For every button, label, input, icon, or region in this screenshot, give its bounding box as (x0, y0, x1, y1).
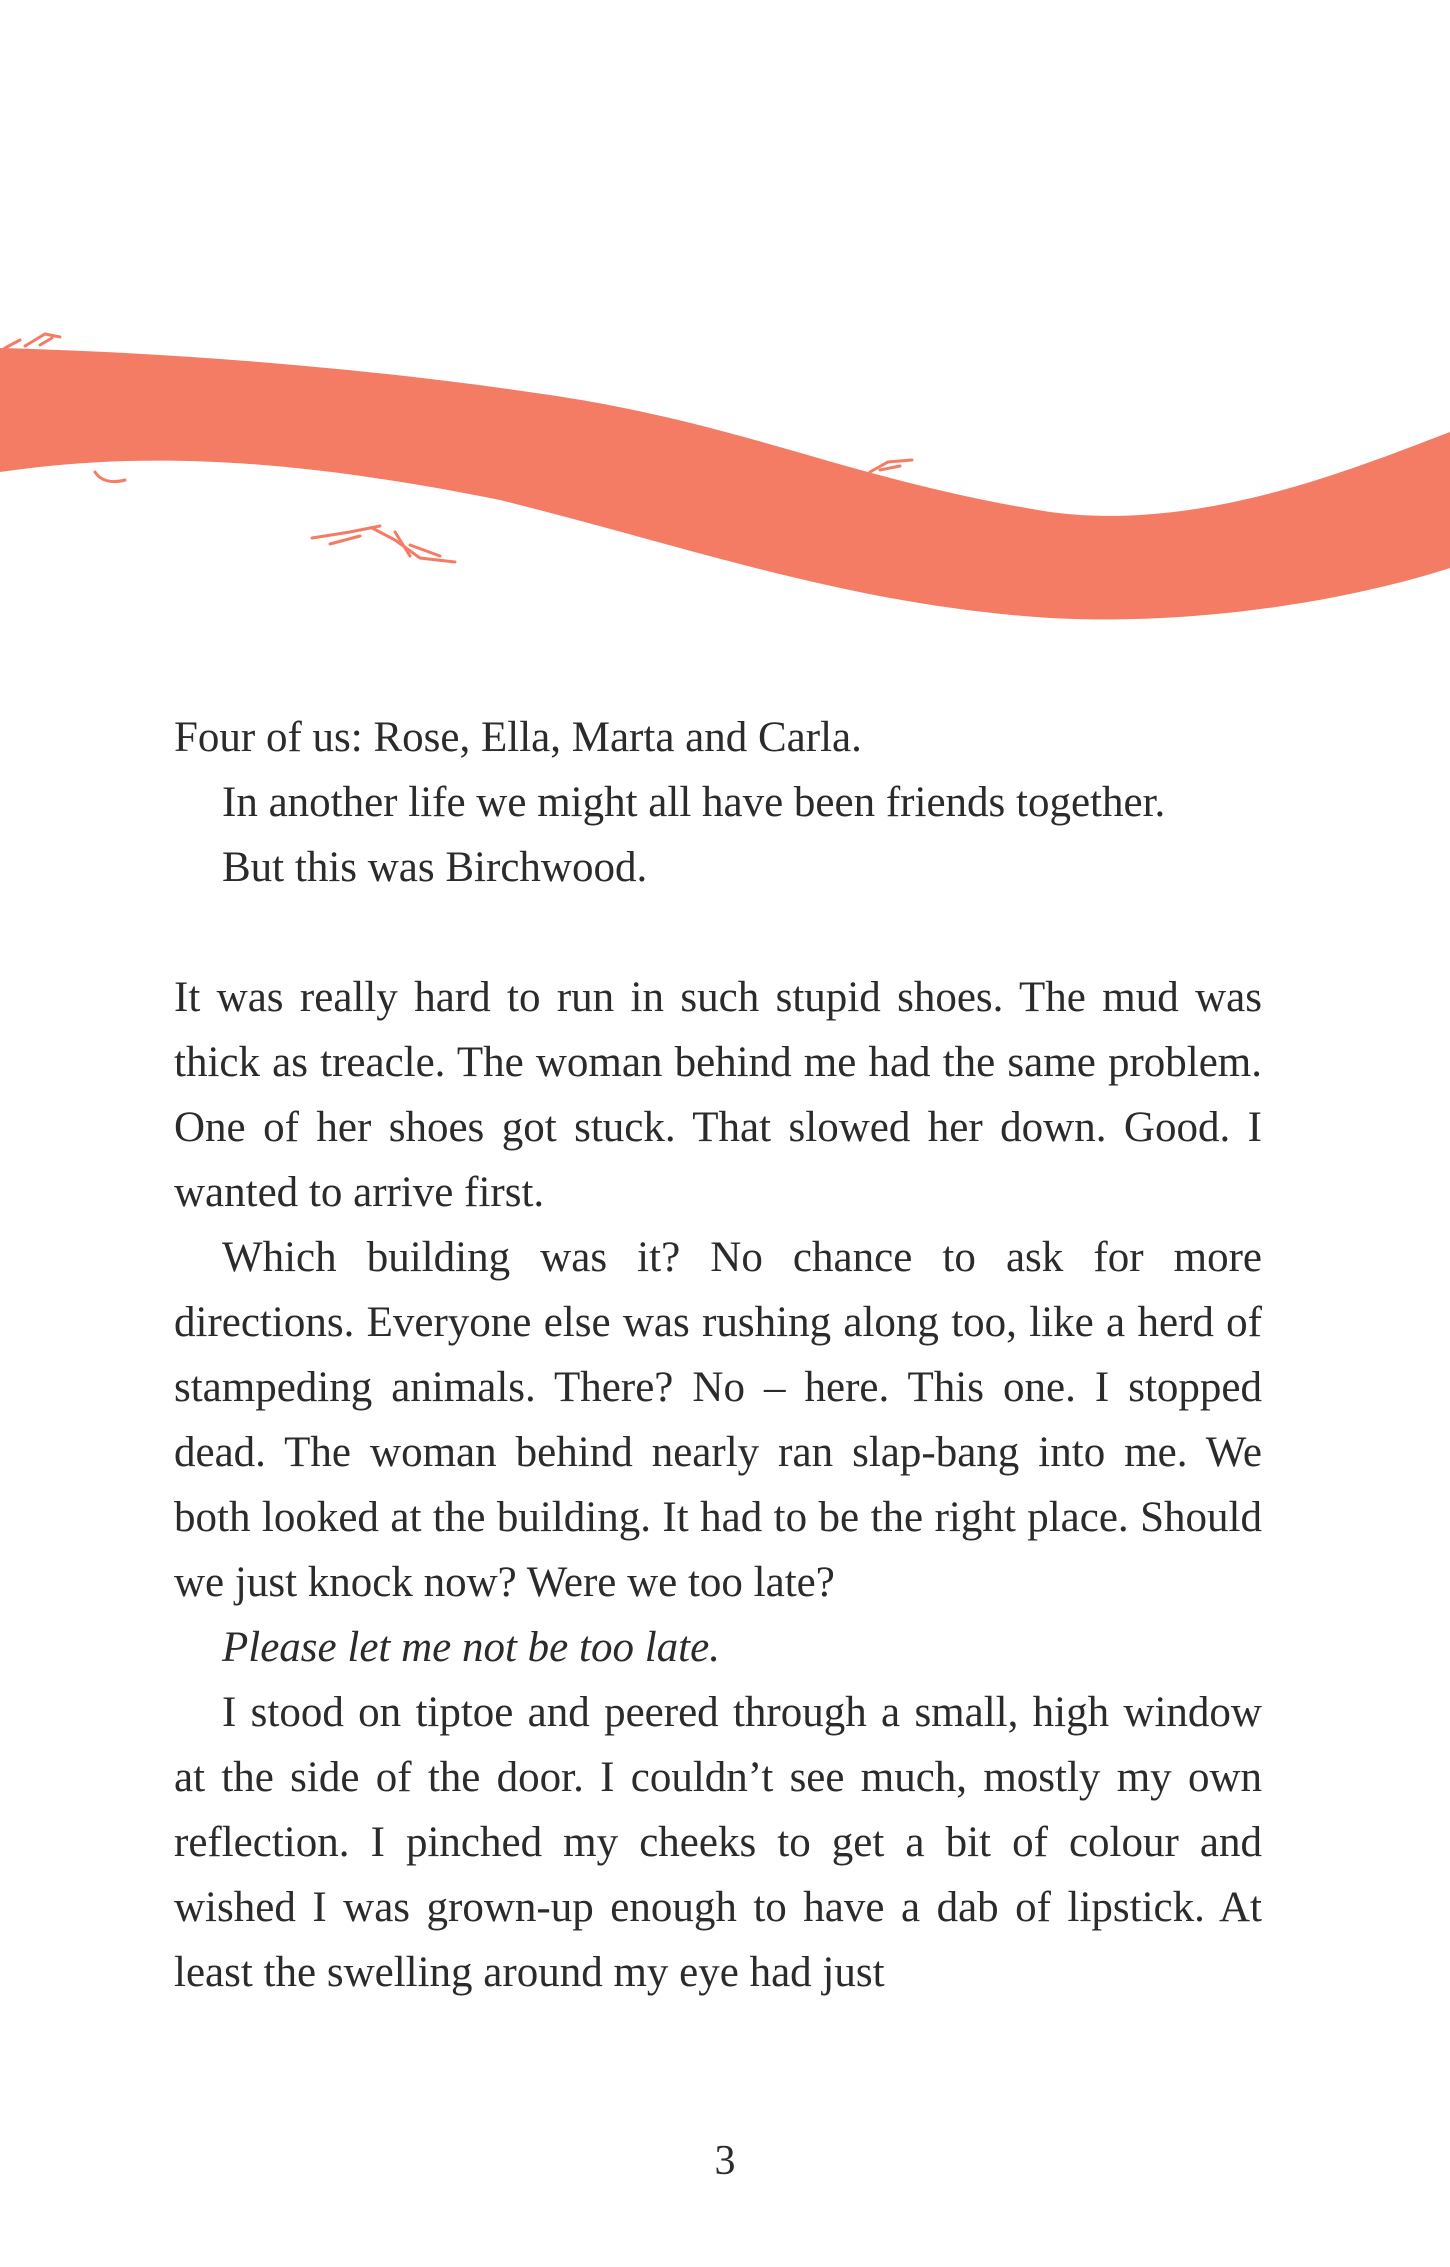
paragraph: Four of us: Rose, Ella, Marta and Carla. (174, 714, 862, 761)
paragraph: Which building was it? No chance to ask for more directions. Everyone else was rushing along too, like a herd of stampeding animals. There? No – here. This one. I stopped dead. The woman behind nearly ran slap-bang into me. We both looked at the building. It had to be the right place. Should we just knock now? Were we too late? (174, 1234, 1262, 1606)
page-number: 3 (714, 2138, 736, 2184)
body-text (174, 705, 1262, 2005)
paragraph: I stood on tiptoe and peered through a small, high window at the side of the door. I couldn’t see much, mostly my own reflection. I pinched my cheeks to get a bit of colour and wished I was grown-up enough to have a dab of lipstick. At least the swelling around my eye had just (174, 1689, 1262, 1996)
paragraph: But this was Birchwood. (222, 844, 648, 891)
decorative-ribbon (0, 300, 1450, 640)
paragraph: In another life we might all have been friends together. (222, 779, 1166, 826)
ribbon-shape (0, 348, 1450, 619)
paragraph: It was really hard to run in such stupid shoes. The mud was thick as treacle. The woman behind me had the same problem. One of her shoes got stuck. That slowed her down. Good. I wanted to arrive first. (174, 974, 1262, 1216)
italic-paragraph: Please let me not be too late. (222, 1624, 720, 1671)
